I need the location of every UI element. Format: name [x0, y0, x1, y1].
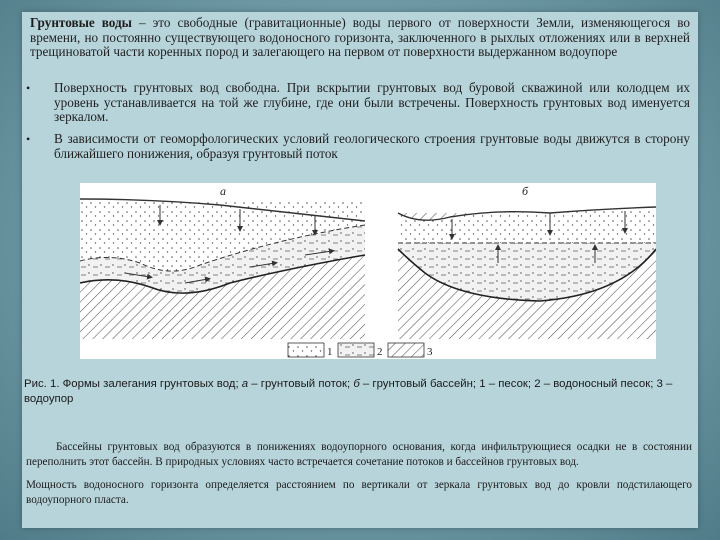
bullet-text-1: Поверхность грунтовых вод свободна. При вскрытии грунтовых вод буровой скважиной или колодцем их уровень устанавливается на той же глубине, где они были встречены. Поверхность грунтовых вод именуется зеркалом. [54, 80, 690, 125]
bullet-marker-2: • [26, 132, 31, 146]
bullet-marker-1: • [26, 81, 31, 95]
thickness-paragraph: Мощность водоносного горизонта определяется расстоянием по вертикали от зеркала грунтовых вод до кровли подстилающего водоупорного пласта. [26, 479, 692, 507]
figure-drawing [80, 183, 656, 359]
caption-b: б [353, 378, 360, 390]
panel-b [398, 184, 656, 339]
caption-rest: – грунтовый бассейн; 1 – песок; 2 – водоносный песок; 3 – водоупор [24, 378, 673, 405]
legend-label-3: 3 [427, 346, 433, 358]
basin-paragraph: Бассейны грунтовых вод образуются в понижениях водоупорного основания, когда инфильтрующиеся осадки не в состоянии переполнить этот бассейн. В природных условиях часто встречается сочетание потоков и бассейнов грунтовых вод. [26, 441, 692, 469]
caption-prefix: Рис. 1. Формы залегания грунтовых вод; [24, 378, 242, 390]
caption-a: а [241, 378, 249, 390]
legend-label-1: 1 [327, 346, 333, 358]
bullet-text-2: В зависимости от геоморфологических условий геологического строения грунтовые воды движутся в сторону ближайшего понижения, образуя грунтовый поток [54, 131, 690, 161]
legend-swatch-water-sand [338, 343, 374, 357]
panel-b-label: б [522, 184, 529, 198]
groundwater-figure [80, 183, 656, 359]
intro-lead: Грунтовые воды [30, 15, 132, 30]
legend-swatch-sand [288, 343, 324, 357]
slide [22, 12, 698, 528]
legend-swatch-aquitard [388, 343, 424, 357]
panel-a-label: а [220, 184, 226, 198]
legend-label-2: 2 [377, 346, 383, 358]
intro-paragraph [30, 16, 690, 60]
figure-caption [24, 377, 694, 407]
panel-a [80, 184, 365, 339]
caption-mid: – грунтовый поток; [248, 378, 354, 390]
intro-text: – это свободные (гравитационные) воды первого от поверхности Земли, изменяющегося во времени, но постоянно существующего водоносного горизонта, заключенного в рыхлых отложениях или в верхней трещиноватой части коренных пород и залегающего на первом от поверхности выдержанном водоупоре [30, 15, 690, 60]
figure-legend [288, 343, 433, 358]
